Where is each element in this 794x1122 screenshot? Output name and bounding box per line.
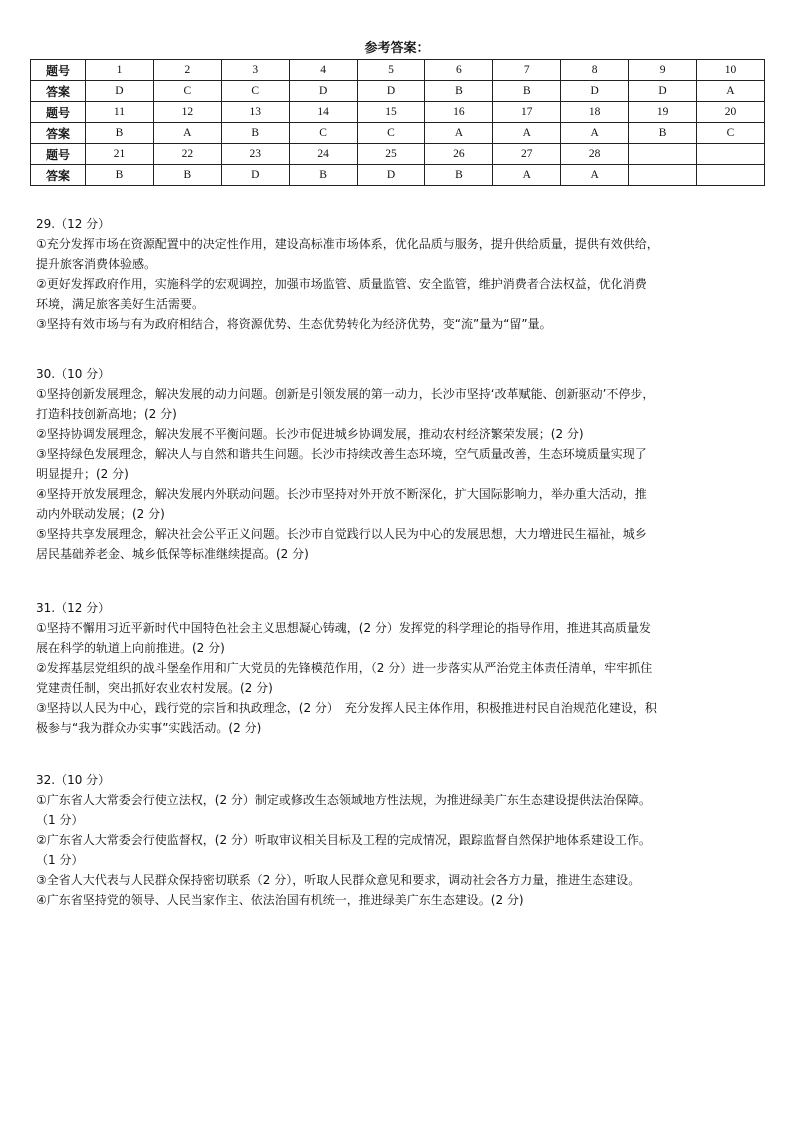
table-cell: 11 (86, 102, 154, 123)
table-cell: C (357, 123, 425, 144)
answer-line: 打造科技创新高地；(2 分) (36, 407, 177, 421)
row-header: 答案 (31, 81, 86, 102)
table-cell (629, 165, 697, 186)
table-cell: D (289, 81, 357, 102)
table-cell: 21 (86, 144, 154, 165)
answer-line: 展在科学的轨道上向前推进。(2 分) (36, 641, 225, 655)
table-cell: 19 (629, 102, 697, 123)
question-30-answer (36, 364, 758, 564)
table-cell: B (86, 165, 154, 186)
question-heading: 29.（12 分） (36, 217, 111, 231)
answer-table (30, 59, 765, 186)
table-cell: D (221, 165, 289, 186)
row-header: 题号 (31, 144, 86, 165)
row-header: 答案 (31, 123, 86, 144)
table-cell: 6 (425, 60, 493, 81)
table-cell: 14 (289, 102, 357, 123)
answer-line: ④广东省坚持党的领导、人民当家作主、依法治国有机统一，推进绿美广东生态建设。(2 分) (36, 893, 524, 907)
question-29-answer (36, 214, 758, 334)
table-cell: A (493, 123, 561, 144)
answer-line: ⑤坚持共享发展理念，解决社会公平正义问题。长沙市自觉践行以人民为中心的发展思想，大力增进民生福祉，城乡 (36, 527, 647, 541)
answer-line: ①坚持创新发展理念，解决发展的动力问题。创新是引领发展的第一动力，长沙市坚持‘改革赋能、创新驱动’不停步， (36, 387, 655, 401)
answer-line: 极参与“我为群众办实事”实践活动。(2 分) (36, 721, 262, 735)
table-cell: 8 (561, 60, 629, 81)
table-cell: A (697, 81, 765, 102)
table-cell: D (561, 81, 629, 102)
table-cell: 24 (289, 144, 357, 165)
table-cell: B (221, 123, 289, 144)
answer-line: ②更好发挥政府作用，实施科学的宏观调控，加强市场监管、质量监管、安全监管，维护消费者合法权益，优化消费 (36, 277, 647, 291)
table-cell: D (357, 165, 425, 186)
table-cell: D (86, 81, 154, 102)
table-row (31, 165, 765, 186)
answer-line: ②坚持协调发展理念，解决发展不平衡问题。长沙市促进城乡协调发展，推动农村经济繁荣发展；(2 分) (36, 427, 584, 441)
table-cell: D (629, 81, 697, 102)
answer-line: 环境，满足旅客美好生活需要。 (36, 297, 205, 311)
answer-line: ③坚持有效市场与有为政府相结合，将资源优势、生态优势转化为经济优势，变“流”量为“留”量。 (36, 317, 552, 331)
row-header: 题号 (31, 60, 86, 81)
table-cell (629, 144, 697, 165)
question-heading: 32.（10 分） (36, 773, 111, 787)
table-row (31, 102, 765, 123)
table-row (31, 144, 765, 165)
answer-line: ①坚持不懈用习近平新时代中国特色社会主义思想凝心铸魂，(2 分）发挥党的科学理论的指导作用，推进其高质量发 (36, 621, 651, 635)
table-cell: 13 (221, 102, 289, 123)
table-cell: 22 (153, 144, 221, 165)
table-cell: A (561, 165, 629, 186)
table-cell: 26 (425, 144, 493, 165)
table-cell: 18 (561, 102, 629, 123)
table-cell: 12 (153, 102, 221, 123)
answer-line: 明显提升；(2 分) (36, 467, 129, 481)
table-cell: 7 (493, 60, 561, 81)
table-cell: 17 (493, 102, 561, 123)
answer-line: 提升旅客消费体验感。 (36, 257, 157, 271)
table-cell: B (493, 81, 561, 102)
table-cell: 28 (561, 144, 629, 165)
question-heading: 30.（10 分） (36, 367, 111, 381)
table-row (31, 123, 765, 144)
answer-line: ②广东省人大常委会行使监督权，(2 分）听取审议相关目标及工程的完成情况，跟踪监督自然保护地体系建设工作。 (36, 833, 651, 847)
table-row (31, 81, 765, 102)
table-cell: 2 (153, 60, 221, 81)
table-cell: A (425, 123, 493, 144)
table-cell: D (357, 81, 425, 102)
table-cell: 25 (357, 144, 425, 165)
table-cell: 3 (221, 60, 289, 81)
table-row (31, 60, 765, 81)
table-cell: 15 (357, 102, 425, 123)
answer-line: ③全省人大代表与人民群众保持密切联系（2 分），听取人民群众意见和要求，调动社会各方力量，推进生态建设。 (36, 873, 641, 887)
table-cell: B (629, 123, 697, 144)
table-cell: 1 (86, 60, 154, 81)
table-cell: 9 (629, 60, 697, 81)
table-cell (697, 144, 765, 165)
table-cell: B (425, 81, 493, 102)
table-cell: A (153, 123, 221, 144)
table-cell: B (289, 165, 357, 186)
table-cell (697, 165, 765, 186)
answer-line: ④坚持开放发展理念，解决发展内外联动问题。长沙市坚持对外开放不断深化，扩大国际影响力，举办重大活动，推 (36, 487, 647, 501)
table-cell: C (221, 81, 289, 102)
question-heading: 31.（12 分） (36, 601, 111, 615)
table-cell: 10 (697, 60, 765, 81)
table-cell: 5 (357, 60, 425, 81)
table-cell: 20 (697, 102, 765, 123)
table-cell: C (289, 123, 357, 144)
table-cell: B (153, 165, 221, 186)
answer-line: ①广东省人大常委会行使立法权，(2 分）制定或修改生态领域地方性法规，为推进绿美广东生态建设提供法治保障。 (36, 793, 651, 807)
table-cell: B (425, 165, 493, 186)
row-header: 答案 (31, 165, 86, 186)
answer-line: （1 分） (36, 813, 84, 827)
answer-line: 居民基础养老金、城乡低保等标准继续提高。(2 分) (36, 547, 309, 561)
table-cell: A (561, 123, 629, 144)
question-32-answer (36, 770, 758, 910)
answer-line: ③坚持绿色发展理念，解决人与自然和谐共生问题。长沙市持续改善生态环境，空气质量改善，生态环境质量实现了 (36, 447, 647, 461)
answer-line: ②发挥基层党组织的战斗堡垒作用和广大党员的先锋模范作用，（2 分）进一步落实从严治党主体责任清单，牢牢抓住 (36, 661, 653, 675)
row-header: 题号 (31, 102, 86, 123)
question-31-answer (36, 598, 758, 738)
table-cell: 4 (289, 60, 357, 81)
table-cell: C (697, 123, 765, 144)
answer-line: （1 分） (36, 853, 84, 867)
answer-line: 党建责任制，突出抓好农业农村发展。(2 分) (36, 681, 273, 695)
table-cell: C (153, 81, 221, 102)
table-cell: A (493, 165, 561, 186)
answer-line: 动内外联动发展；(2 分) (36, 507, 165, 521)
table-cell: 23 (221, 144, 289, 165)
table-cell: 27 (493, 144, 561, 165)
table-cell: B (86, 123, 154, 144)
page-title: 参考答案： (364, 41, 430, 56)
answer-line: ①充分发挥市场在资源配置中的决定性作用，建设高标准市场体系，优化品质与服务，提升供给质量，提供有效供给， (36, 237, 659, 251)
answer-line: ③坚持以人民为中心，践行党的宗旨和执政理念，(2 分） 充分发挥人民主体作用，积极推进村民自治规范化建设，积 (36, 701, 657, 715)
table-cell: 16 (425, 102, 493, 123)
